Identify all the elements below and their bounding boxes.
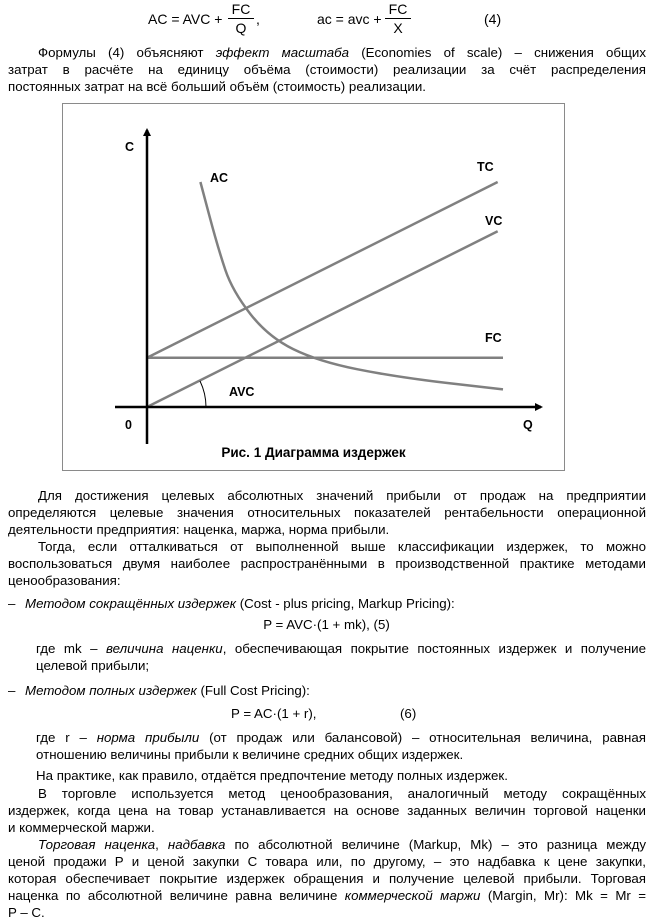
text: (от продаж или балансовой) – относительная величина, равная [199, 730, 646, 745]
paragraph-line [8, 888, 646, 904]
text: (Full Cost Pricing): [196, 683, 310, 698]
text: , [155, 837, 168, 852]
list-bullet-dash: – [8, 596, 16, 611]
paragraph-line: Для достижения целевых абсолютных значений прибыли от продаж на предприятии [38, 488, 646, 503]
fraction-denominator: X [393, 20, 403, 36]
italic-term: величина наценки [106, 641, 223, 656]
text: (Economies of scale) – снижения общих [349, 45, 646, 60]
italic-term: эффект масштаба [215, 45, 350, 60]
formula-number: (4) [484, 11, 502, 27]
series-label-tc: TC [477, 160, 494, 174]
formula-6: P = AC·(1 + r), [231, 706, 317, 721]
paragraph-line: целевой прибыли; [36, 658, 150, 673]
figure-caption: Рис. 1 Диаграмма издержек [221, 445, 406, 460]
formula-ac-lower-lhs: ac = avc + [317, 11, 382, 27]
x-axis-label: Q [523, 418, 533, 432]
paragraph-line: P – C. [8, 905, 45, 920]
paragraph-line: На практике, как правило, отдаётся предпочтение методу полных издержек. [36, 768, 508, 783]
italic-term: надбавка [167, 837, 226, 852]
list-item-method-reduced-costs [25, 596, 653, 612]
formula-ac-lhs: AC = AVC + [148, 11, 223, 27]
paragraph-line: ценой продажи P и ценой закупки C товара или, по другому, – это надбавка к цене закупки, [8, 854, 646, 869]
italic-term: норма прибыли [96, 730, 200, 745]
paragraph-line: издержек, когда цена на товар устанавливается на основе заданных величин торговой наценки [8, 803, 646, 818]
avc-angle-label: AVC [229, 385, 255, 399]
italic-term: Методом полных издержек [25, 683, 197, 698]
series-tc-line [147, 182, 498, 358]
italic-term: коммерческой маржи [344, 888, 481, 903]
text: Формулы (4) объясняют [38, 45, 216, 60]
paragraph-line [36, 730, 646, 746]
paragraph-line [8, 837, 646, 853]
paragraph-line: определяются целевые значения относительных показателей рентабельности операционной [8, 505, 646, 520]
text: где mk – [36, 641, 106, 656]
italic-term: Методом сокращённых издержек [25, 596, 237, 611]
cost-diagram-figure [62, 103, 565, 471]
text: где r – [36, 730, 97, 745]
formula-4 [0, 0, 653, 44]
paragraph-line: В торговле используется метод ценообразования, аналогичный методу сокращённых [38, 786, 646, 801]
italic-term: Торговая наценка [38, 837, 156, 852]
text: , обеспечивающая покрытие постоянных издержек и получение [222, 641, 647, 656]
fraction-bar [228, 18, 254, 19]
fraction-bar [385, 18, 411, 19]
paragraph-line: деятельности предприятия: наценка, маржа, норма прибыли. [8, 522, 390, 537]
paragraph-line: ценообразования: [8, 573, 121, 588]
formula-5: P = AVC·(1 + mk), (5) [263, 617, 390, 632]
paragraph-line: которая обеспечивает покрытие издержек обращения и получение целевой прибыли. Торговая [8, 871, 646, 886]
fraction-denominator: Q [235, 20, 247, 36]
text: наценка по абсолютной величине равна величине [8, 888, 345, 903]
formula-6-number: (6) [400, 706, 417, 721]
list-item-method-full-costs [25, 683, 653, 699]
fraction-numerator: FC [231, 1, 251, 17]
y-axis-label: C [125, 140, 135, 154]
cost-diagram-svg [63, 104, 566, 472]
paragraph-line: Тогда, если отталкиваться от выполненной выше классификации издержек, то можно [38, 539, 646, 554]
avc-angle-arc [200, 381, 206, 407]
series-label-ac: AC [210, 171, 229, 185]
paragraph-line: отношению величины прибыли к величине средних общих издержек. [36, 747, 464, 762]
list-bullet-dash: – [8, 683, 16, 698]
fraction-fc-over-q [228, 1, 254, 36]
fraction-fc-over-x [385, 1, 411, 36]
origin-label: 0 [125, 418, 132, 432]
series-label-fc: FC [485, 331, 502, 345]
series-vc-line [147, 231, 498, 407]
text: (Cost - plus pricing, Markup Pricing): [236, 596, 455, 611]
paragraph-line: и коммерческой маржи. [8, 820, 155, 835]
text: по абсолютной величине (Markup, Mk) – это разница между [225, 837, 646, 852]
formula-comma: , [256, 11, 260, 27]
fraction-numerator: FC [388, 1, 408, 17]
series-label-vc: VC [485, 214, 503, 228]
text: (Margin, Mr): Mk = Mr = [480, 888, 647, 903]
paragraph-line: постоянных затрат на всё больший объём (стоимость) реализации. [8, 79, 426, 94]
paragraph-line: затрат в расчёте на единицу объёма (стоимости) реализации за счёт распределения [8, 62, 646, 77]
paragraph-line: воспользоваться двумя наиболее распространёнными в производственной практике методами [8, 556, 646, 571]
paragraph-line [36, 641, 646, 657]
paragraph-line [8, 45, 646, 61]
